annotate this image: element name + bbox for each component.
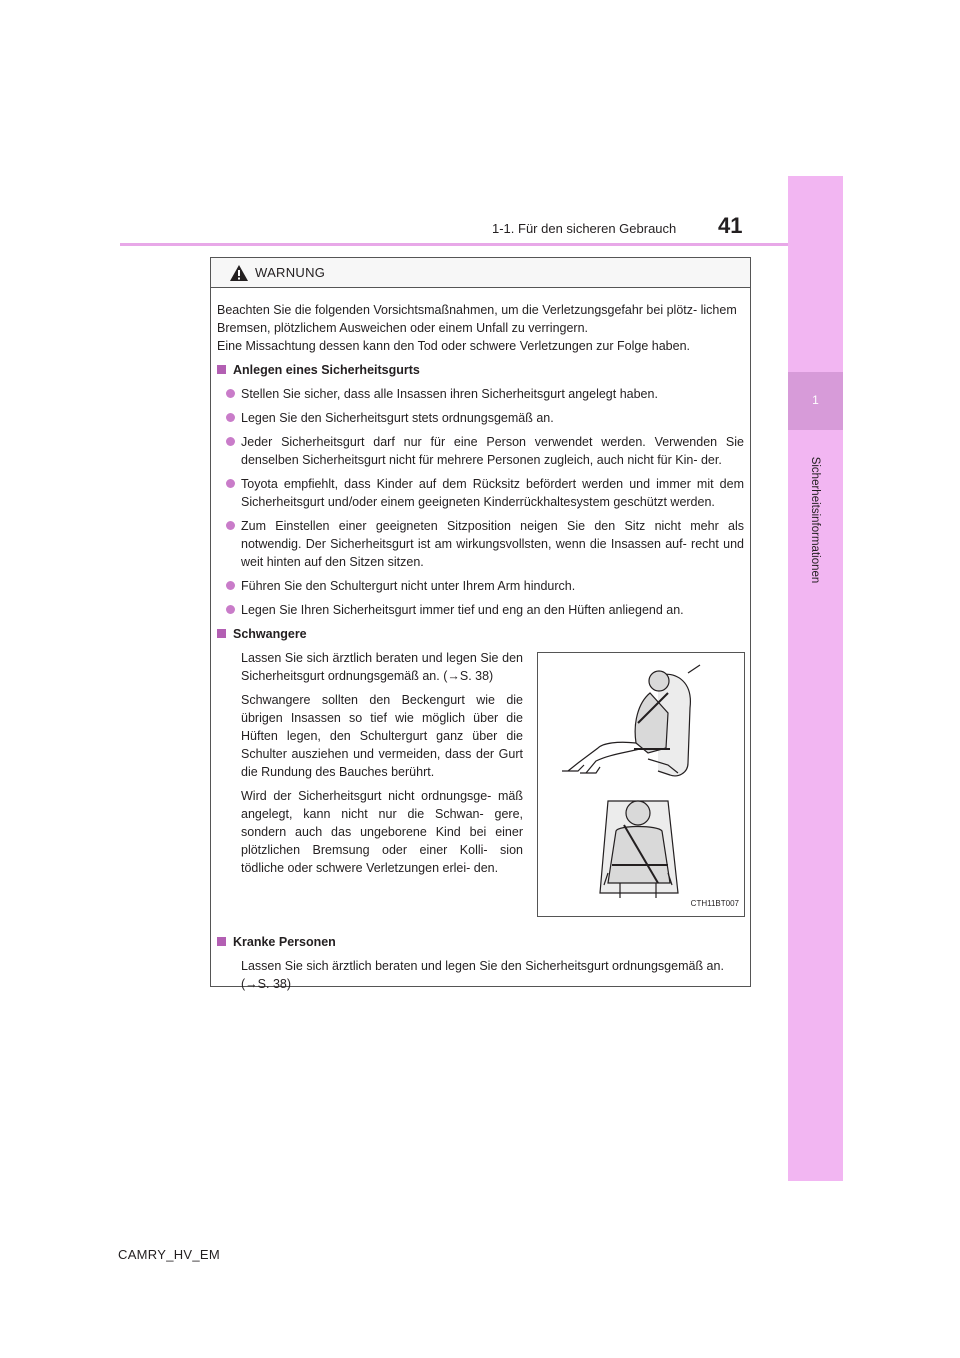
section-heading-pregnant: Schwangere bbox=[217, 625, 744, 643]
pregnant-section bbox=[217, 649, 744, 933]
warning-content bbox=[217, 301, 744, 993]
warning-box bbox=[210, 257, 751, 991]
figure-code: CTH11BT007 bbox=[690, 899, 739, 908]
warning-intro: Beachten Sie die folgenden Vorsichtsmaßnahmen, um die Verletzungsgefahr bei plötz- lichem Bremsen, plötzlichem Ausweichen oder einem Unfall zu verringern. Eine Missachtung dessen kann den Tod oder schwere Verletzungen zur Folge haben. bbox=[217, 303, 737, 353]
round-bullet-icon bbox=[226, 389, 235, 398]
warning-title: WARNUNG bbox=[255, 265, 326, 280]
list-item: Legen Sie Ihren Sicherheitsgurt immer tief und eng an den Hüften anliegend an. bbox=[217, 601, 744, 619]
side-tab-label: Sicherheitsinformationen bbox=[809, 456, 821, 584]
header-rule bbox=[120, 243, 788, 246]
round-bullet-icon bbox=[226, 521, 235, 530]
list-item: Führen Sie den Schultergurt nicht unter Ihrem Arm hindurch. bbox=[217, 577, 744, 595]
page-number: 41 bbox=[718, 213, 743, 238]
paragraph: Schwangere sollten den Beckengurt wie die übrigen Insassen so tief wie möglich über die Hüften legen, den Schultergurt ganz über die Schulter ausziehen und vermeiden, dass der Gurt die Rundung des Bauches berührt. bbox=[241, 693, 523, 779]
round-bullet-icon bbox=[226, 581, 235, 590]
section-title: 1-1. Für den sicheren Gebrauch bbox=[492, 221, 677, 236]
section-heading-seatbelt: Anlegen eines Sicherheitsgurts bbox=[217, 361, 744, 379]
round-bullet-icon bbox=[226, 413, 235, 422]
side-tab-number: 1 bbox=[812, 393, 819, 407]
section-heading-sick: Kranke Personen bbox=[217, 933, 744, 951]
side-tab-strip bbox=[788, 176, 843, 1181]
list-item: Zum Einstellen einer geeigneten Sitzposition neigen Sie den Sitz nicht mehr als notwendig. Der Sicherheitsgurt ist am wirkungsvollsten, wenn die Insassen auf- recht und weit hinten auf den Sitzen sitzen. bbox=[217, 517, 744, 571]
pregnant-text bbox=[241, 649, 523, 877]
list-item: Legen Sie den Sicherheitsgurt stets ordnungsgemäß an. bbox=[217, 409, 744, 427]
pregnant-seatbelt-illustration bbox=[537, 652, 745, 917]
square-bullet-icon bbox=[217, 629, 226, 638]
paragraph: Wird der Sicherheitsgurt nicht ordnungsge- mäß angelegt, kann nicht nur die Schwan- gere, sondern auch das ungeborene Kind bei einer plötzlichen Bremsung oder einer Kolli- sion tödliche oder schwere Verletzungen erlei- den. bbox=[241, 789, 523, 875]
list-item: Stellen Sie sicher, dass alle Insassen ihren Sicherheitsgurt angelegt haben. bbox=[217, 385, 744, 403]
paragraph: Lassen Sie sich ärztlich beraten und legen Sie den Sicherheitsgurt ordnungsgemäß an. (→S. 38) bbox=[241, 651, 523, 683]
round-bullet-icon bbox=[226, 605, 235, 614]
square-bullet-icon bbox=[217, 937, 226, 946]
list-item: Toyota empfiehlt, dass Kinder auf dem Rücksitz befördert werden und immer mit dem Sicherheitsgurt und/oder einem geeigneten Kinderrückhaltesystem geschützt werden. bbox=[217, 475, 744, 511]
sick-text: Lassen Sie sich ärztlich beraten und legen Sie den Sicherheitsgurt ordnungsgemäß an. (→S. 38) bbox=[241, 959, 724, 991]
round-bullet-icon bbox=[226, 479, 235, 488]
round-bullet-icon bbox=[226, 437, 235, 446]
pregnant-woman-seatbelt-icon bbox=[538, 653, 744, 916]
square-bullet-icon bbox=[217, 365, 226, 374]
footer-code: CAMRY_HV_EM bbox=[118, 1247, 221, 1262]
list-item: Jeder Sicherheitsgurt darf nur für eine Person verwendet werden. Verwenden Sie denselben Sicherheitsgurt nicht für mehrere Personen zugleich, auch nicht für Kin- der. bbox=[217, 433, 744, 469]
warning-icon bbox=[229, 264, 249, 282]
warning-header bbox=[211, 258, 750, 288]
